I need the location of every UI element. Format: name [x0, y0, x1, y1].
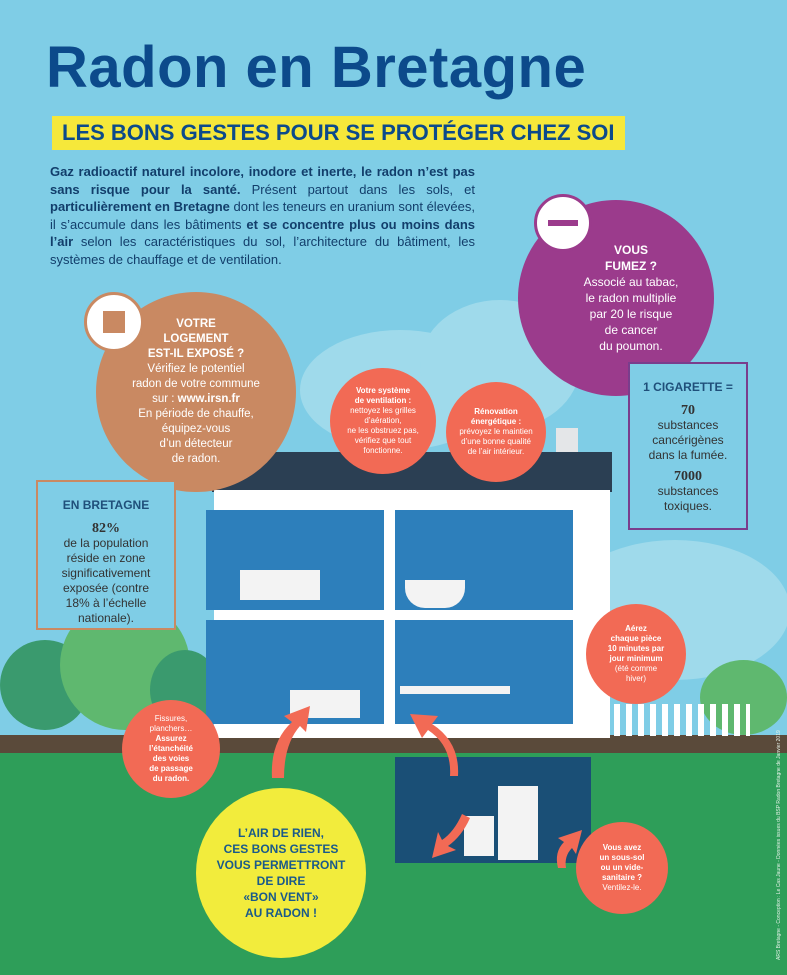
bed — [240, 570, 320, 600]
text: nationale). — [77, 611, 135, 625]
bretagne-box — [36, 480, 176, 630]
pct-82: 82% — [92, 521, 120, 536]
cigarette-box — [628, 362, 748, 530]
text: significativement — [61, 566, 151, 580]
text: de la population — [63, 536, 149, 550]
house-magnifier-icon — [84, 292, 144, 352]
text: cancérigènes — [652, 433, 724, 447]
aerez-bubble: Aérez chaque pièce 10 minutes par jour minimum (été comme hiver) — [586, 604, 686, 704]
logement-bubble: VOTRE LOGEMENT EST-IL EXPOSÉ ? Vérifiez le potentiel radon de votre commune sur : www.irsn.fr En période de chauffe, équipez-vous d’un détecteur de radon. — [96, 292, 296, 492]
cigarette-magnifier-icon — [534, 194, 592, 252]
soussol-bubble: Vous avez un sous-sol ou un vide- sanitaire ? Ventilez-le. — [576, 822, 668, 914]
text: exposée (contre — [62, 581, 150, 595]
kitchen-counter — [400, 686, 510, 694]
arrow-up-icon — [262, 702, 312, 778]
renovation-bubble: Rénovation énergétique : prévoyez le maintien d’une bonne qualité de l’air intérieur. — [446, 382, 546, 482]
cigarette-title: 1 CIGARETTE = — [643, 380, 733, 394]
count-70: 70 — [681, 403, 695, 418]
arrow-up-icon — [404, 712, 460, 776]
count-7000: 7000 — [674, 469, 702, 484]
bathtub — [405, 580, 465, 608]
arrow-down-icon — [430, 814, 470, 858]
fence — [602, 704, 750, 736]
intro-text: Gaz radioactif naturel incolore, inodore et inerte, le radon n’est pas sans risque pour la santé. Présent partout dans les sols, et particulièrement en Bretagne dont les teneurs en uranium sont élevées, il s’accumule dans les bâtiments et se concentre plus ou moins dans l’air selon les caractéristiques du sol, l’architecture du bâtiment, les systèmes de chauffage et de ventilation. — [50, 164, 476, 267]
page-subtitle: LES BONS GESTES POUR SE PROTÉGER CHEZ SOI — [52, 116, 625, 150]
text: 18% à l’échelle — [65, 596, 147, 610]
fissures-bubble: Fissures, planchers… Assurez l’étanchéité des voies de passage du radon. — [122, 700, 220, 798]
fumez-bubble: VOUS FUMEZ ? Associé au tabac, le radon multiplie par 20 le risque de cancer du poumon. — [518, 200, 714, 396]
text: substances — [657, 484, 719, 498]
text: réside en zone — [66, 551, 146, 565]
bretagne-title: EN BRETAGNE — [62, 498, 150, 512]
irsn-link: www.irsn.fr — [177, 393, 240, 405]
ground — [0, 753, 787, 975]
arrow-up-icon — [544, 828, 584, 868]
air-de-rien-bubble: L’AIR DE RIEN, CES BONS GESTES VOUS PERMETTRONT DE DIRE «BON VENT» AU RADON ! — [196, 788, 366, 958]
text: toxiques. — [663, 499, 713, 513]
page-title: Radon en Bretagne — [46, 35, 587, 100]
ventilation-bubble: Votre système de ventilation : nettoyez les grilles d’aération, ne les obstruez pas, vérifiez que tout fonctionne. — [330, 368, 436, 474]
credit-text: ARS Bretagne - Conception : Le Cas Jaune - Données issues du BSP Radon Bretagne de Janvier 2019 — [776, 730, 782, 960]
text: substances — [657, 418, 719, 432]
boiler — [498, 786, 538, 860]
room-kitchen — [395, 620, 573, 724]
text: dans la fumée. — [648, 448, 728, 462]
